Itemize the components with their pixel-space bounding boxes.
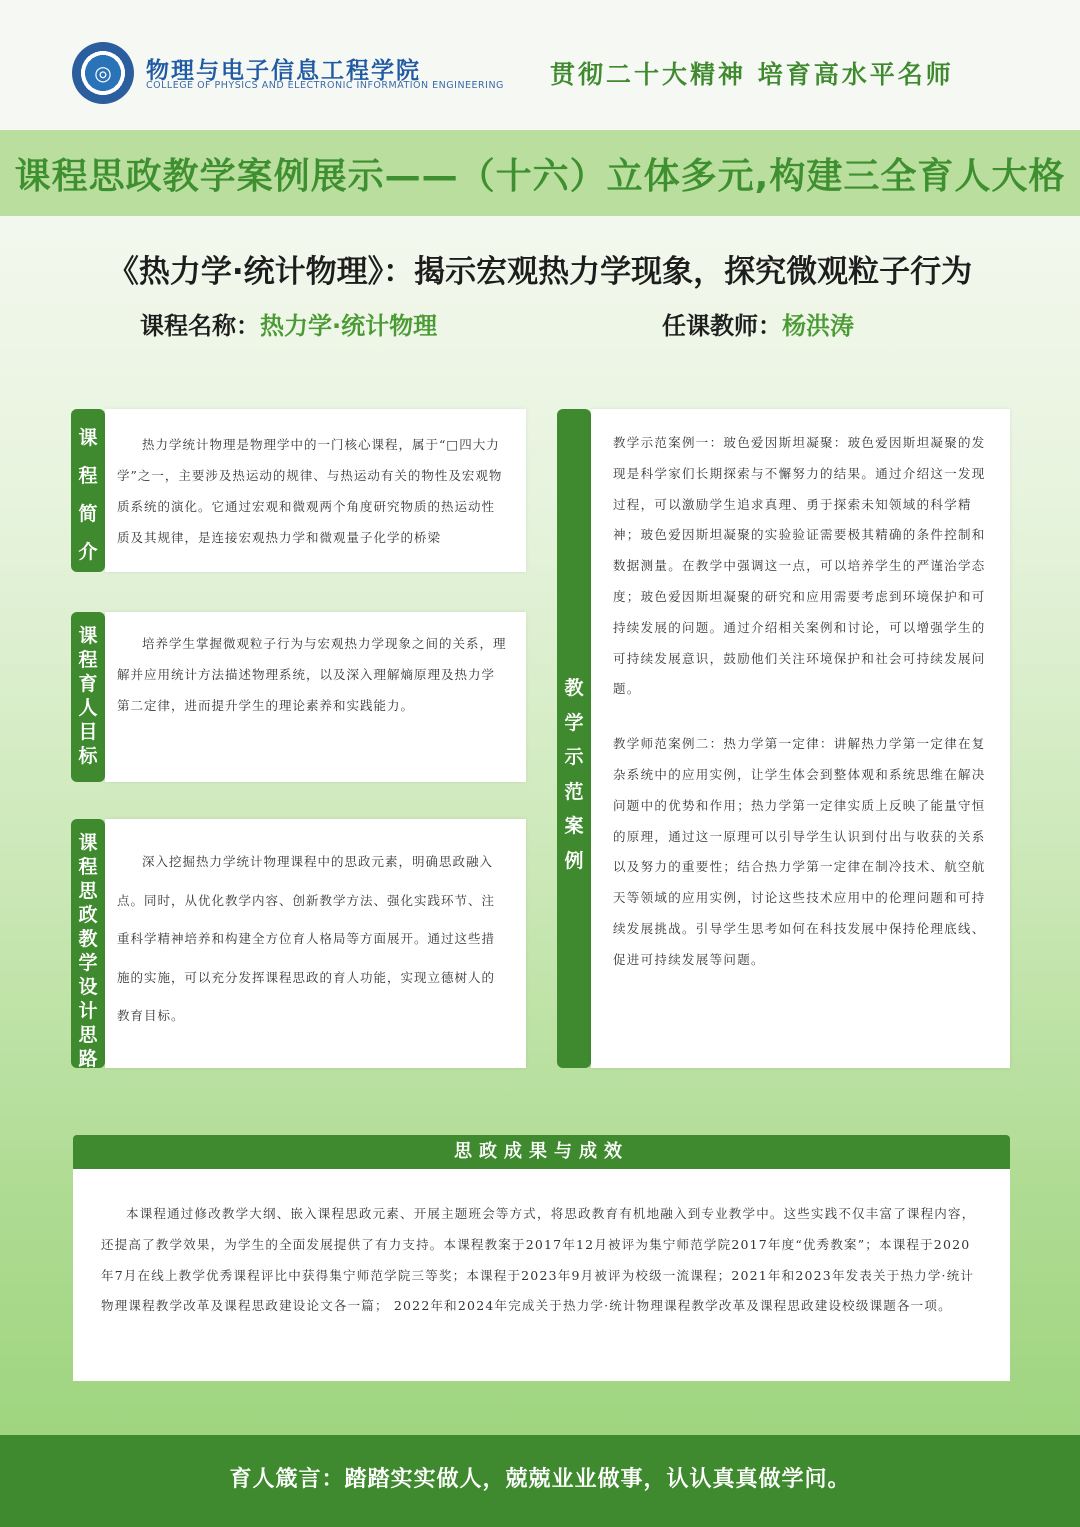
logo-emblem-icon: ◎ bbox=[94, 61, 112, 85]
course-name-label: 课程名称： bbox=[140, 312, 260, 340]
tab-char: 目 bbox=[78, 721, 98, 743]
course-goal-card bbox=[105, 612, 526, 782]
course-goal-text: 培养学生掌握微观粒子行为与宏观热力学现象之间的关系，理解并应用统计方法描述物理系统，以及深入理解熵原理及热力学第二定律，进而提升学生的理论素养和实践能力。 bbox=[117, 636, 507, 713]
tab-char: 教 bbox=[78, 928, 98, 950]
page-title: 课程思政教学案例展示——（十六）立体多元,构建三全育人大格 bbox=[14, 156, 1066, 197]
tab-char: 课 bbox=[78, 625, 98, 647]
slogan: 贯彻二十大精神 培育高水平名师 bbox=[550, 60, 954, 89]
tab-char: 学 bbox=[78, 952, 98, 974]
design-idea-text: 深入挖掘热力学统计物理课程中的思政元素，明确思政融入点。同时，从优化教学内容、创新教学方法、强化实践环节、注重科学精神培养和构建全方位育人格局等方面展开。通过这些措施的实施，可以充分发挥课程思政的育人功能，实现立德树人的教育目标。 bbox=[117, 854, 496, 1023]
results-heading: 思政成果与成效 bbox=[73, 1135, 1010, 1169]
course-subtitle: 《热力学·统计物理》：揭示宏观热力学现象，探究微观粒子行为 bbox=[107, 254, 973, 290]
results-card bbox=[73, 1169, 1010, 1381]
tab-char: 程 bbox=[78, 649, 98, 671]
course-intro-text: 热力学统计物理是物理学中的一门核心课程，属于“□四大力学”之一，主要涉及热运动的规律、与热运动有关的物性及宏观物质系统的演化。它通过宏观和微观两个角度研究物质的热运动性质及其规律，是连接宏观热力学和微观量子化学的桥梁 bbox=[117, 437, 503, 545]
tab-char: 思 bbox=[78, 1024, 98, 1046]
tab-char: 简 bbox=[78, 503, 98, 525]
tab-char: 程 bbox=[78, 465, 98, 487]
teacher-value: 杨洪涛 bbox=[782, 312, 854, 340]
tab-char: 路 bbox=[78, 1048, 98, 1070]
tab-char: 例 bbox=[564, 849, 584, 872]
college-name-cn: 物理与电子信息工程学院 bbox=[146, 57, 421, 84]
course-intro-card bbox=[105, 409, 526, 572]
tab-char: 课 bbox=[78, 427, 98, 449]
tab-char: 政 bbox=[78, 904, 98, 926]
results-text: 本课程通过修改教学大纲、嵌入课程思政元素、开展主题班会等方式，将思政教育有机地融入到专业教学中。这些实践不仅丰富了课程内容，还提高了教学效果，为学生的全面发展提供了有力支持。本课程教案于2017年12月被评为集宁师范学院2017年度“优秀教案”；本课程于2020年7月在线上教学优秀课程评比中获得集宁师范学院三等奖；本课程于2023年9月被评为校级一流课程；2021年和2023年发表关于热力学·统计物理课程教学改革及课程思政建设论文各一篇； 2022年和2024年完成关于热力学·统计物理课程教学改革及课程思政建设校级课题各一项。 bbox=[101, 1206, 976, 1314]
course-teacher bbox=[662, 306, 854, 341]
tab-char: 示 bbox=[564, 746, 584, 768]
teaching-examples-card bbox=[591, 409, 1010, 1068]
college-logo bbox=[72, 42, 134, 104]
tab-course-goal bbox=[71, 612, 105, 782]
tab-char: 育 bbox=[78, 673, 98, 695]
tab-char: 人 bbox=[78, 697, 98, 719]
footer-motto: 育人箴言：踏踏实实做人，兢兢业业做事，认认真真做学问。 bbox=[229, 1467, 851, 1492]
tab-char: 范 bbox=[564, 780, 584, 803]
tab-char: 教 bbox=[564, 677, 584, 699]
example-two-text: 教学师范案例二：热力学第一定律：讲解热力学第一定律在复杂系统中的应用实例，让学生体会到整体观和系统思维在解决问题中的优势和作用；热力学第一定律实质上反映了能量守恒的原理，通过这一原理可以引导学生认识到付出与收获的关系以及努力的重要性；结合热力学第一定律在制冷技术、航空航天等领域的应用实例，讨论这些技术应用中的伦理问题和可持续发展挑战。引导学生思考如何在科技发展中保持伦理底线、促进可持续发展等问题。 bbox=[613, 736, 986, 967]
college-name-en: COLLEGE OF PHYSICS AND ELECTRONIC INFORMATION ENGINEERING bbox=[146, 80, 504, 91]
tab-char: 学 bbox=[564, 711, 584, 734]
example-one-text: 教学示范案例一：玻色爱因斯坦凝聚：玻色爱因斯坦凝聚的发现是科学家们长期探索与不懈努力的结果。通过介绍这一发现过程，可以激励学生追求真理、勇于探索未知领域的科学精神；玻色爱因斯坦凝聚的实验验证需要极其精确的条件控制和数据测量。在教学中强调这一点，可以培养学生的严谨治学态度；玻色爱因斯坦凝聚的研究和应用需要考虑到环境保护和可持续发展的问题。通过介绍相关案例和讨论，可以增强学生的可持续发展意识，鼓励他们关注环境保护和社会可持续发展问题。 bbox=[613, 435, 986, 697]
tab-course-intro bbox=[71, 409, 105, 572]
tab-design-idea bbox=[71, 819, 105, 1068]
tab-char: 设 bbox=[78, 976, 98, 998]
tab-teaching-examples bbox=[557, 409, 591, 1068]
tab-char: 课 bbox=[78, 832, 98, 854]
tab-char: 程 bbox=[78, 856, 98, 878]
teacher-label: 任课教师： bbox=[662, 312, 782, 340]
tab-char: 计 bbox=[78, 1000, 98, 1022]
course-name-value: 热力学·统计物理 bbox=[260, 312, 438, 340]
tab-char: 标 bbox=[78, 745, 98, 767]
design-idea-card bbox=[105, 819, 526, 1068]
tab-char: 介 bbox=[78, 541, 98, 563]
tab-char: 思 bbox=[78, 880, 98, 902]
tab-char: 案 bbox=[564, 815, 584, 837]
course-name bbox=[140, 306, 437, 341]
